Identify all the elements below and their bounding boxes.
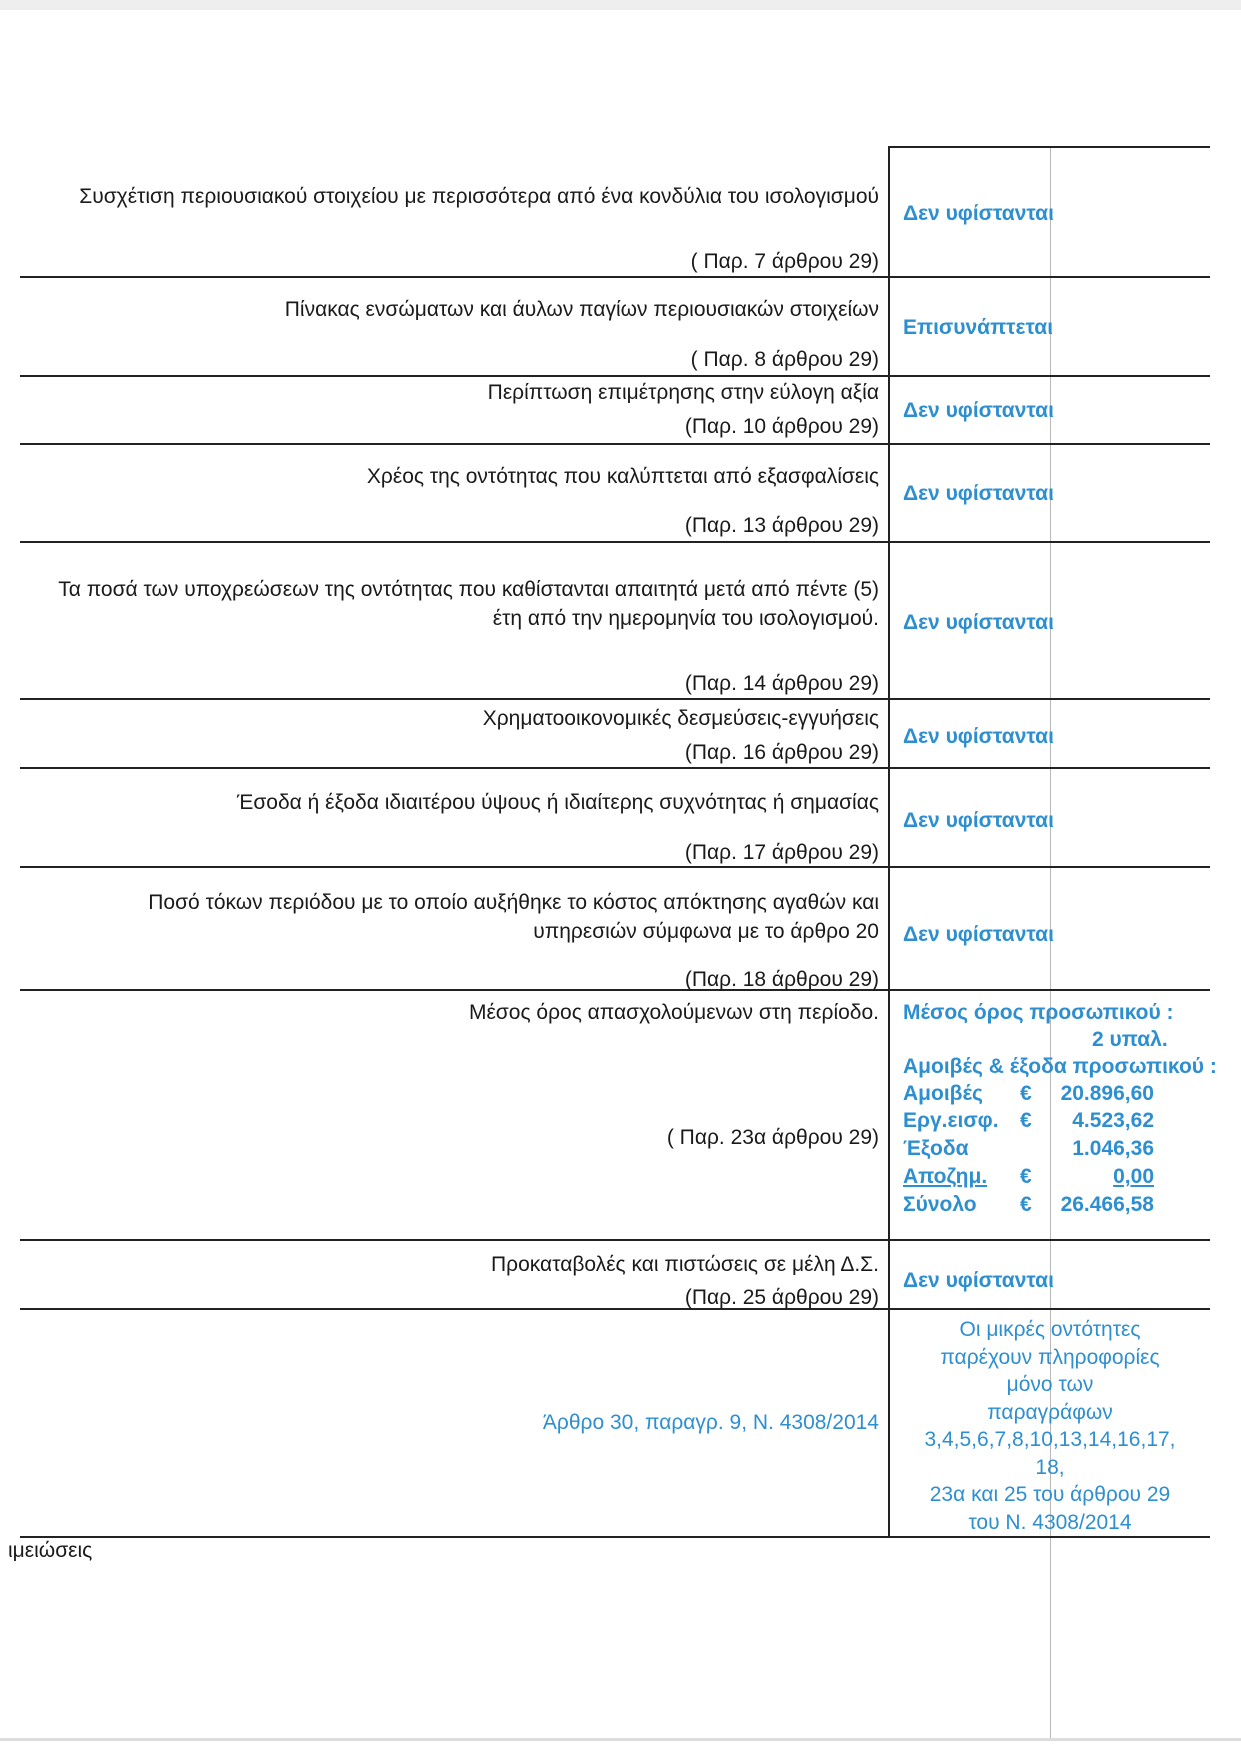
row-reference: (Παρ. 17 άρθρου 29) [684, 841, 879, 864]
row-label: Μέσος όρος απασχολούμενων στη περίοδο. [468, 1001, 879, 1024]
small-entities-note [890, 1316, 1210, 1536]
row-status: Δεν υφίστανται [903, 809, 1054, 832]
row-divider [20, 989, 1210, 991]
row-label: Συσχέτιση περιουσιακού στοιχείου με περισσότερα από ένα κονδύλια του ισολογισμού [79, 185, 879, 208]
row-label: Χρέος της οντότητας που καλύπτεται από εξασφαλίσεις [366, 465, 879, 488]
staff-line-label: Εργ.εισφ. [903, 1109, 999, 1132]
scan-bottom-edge [0, 1738, 1241, 1741]
staff-average-label: Μέσος όρος προσωπικού : [903, 1001, 1174, 1024]
row-label-line: υπηρεσιών σύμφωνα με το άρθρο 20 [533, 920, 879, 943]
row-divider [20, 276, 1210, 278]
staff-line-currency: € [1020, 1082, 1032, 1105]
row-divider [20, 1308, 1210, 1310]
staff-line-value: 4.523,62 [1072, 1109, 1154, 1132]
staff-line-label: Αποζημ. [903, 1165, 988, 1188]
note-line: παραγράφων [987, 1400, 1113, 1424]
row-divider [20, 443, 1210, 445]
law-reference: Άρθρο 30, παραγρ. 9, Ν. 4308/2014 [542, 1411, 879, 1434]
row-status: Δεν υφίστανται [903, 482, 1054, 505]
row-reference: (Παρ. 14 άρθρου 29) [684, 672, 879, 695]
row-status: Δεν υφίστανται [903, 399, 1054, 422]
row-reference: ( Παρ. 7 άρθρου 29) [690, 250, 879, 273]
row-label-line: έτη από την ημερομηνία του ισολογισμού. [492, 607, 879, 630]
footer-fragment: ιμειώσεις [8, 1539, 93, 1562]
row-label: Χρηματοοικονομικές δεσμεύσεις-εγγυήσεις [482, 707, 879, 730]
staff-line-value: 20.896,60 [1060, 1082, 1154, 1105]
row-reference: (Παρ. 16 άρθρου 29) [684, 741, 879, 764]
row-label: Προκαταβολές και πιστώσεις σε μέλη Δ.Σ. [491, 1253, 879, 1276]
row-reference: ( Παρ. 8 άρθρου 29) [690, 348, 879, 371]
staff-line-value: 1.046,36 [1072, 1137, 1154, 1160]
row-reference: (Παρ. 10 άρθρου 29) [684, 415, 879, 438]
row-divider [20, 698, 1210, 700]
row-divider [20, 541, 1210, 543]
row-label-line: Τα ποσά των υποχρεώσεων της οντότητας που καθίστανται απαιτητά μετά από πέντε (5) [58, 578, 879, 601]
row-reference: (Παρ. 18 άρθρου 29) [684, 968, 879, 991]
staff-line-label: Έξοδα [903, 1137, 969, 1160]
staff-line-label: Αμοιβές [903, 1082, 983, 1105]
row-status: Δεν υφίστανται [903, 611, 1054, 634]
staff-line-currency: € [1020, 1109, 1032, 1132]
staff-average-value: 2 υπαλ. [1092, 1028, 1168, 1051]
note-line: του Ν. 4308/2014 [968, 1510, 1132, 1534]
row-status: Επισυνάπτεται [903, 316, 1054, 339]
row-status: Δεν υφίστανται [903, 1269, 1054, 1292]
staff-line-value: 26.466,58 [1060, 1193, 1154, 1216]
row-reference: ( Παρ. 23α άρθρου 29) [666, 1126, 879, 1149]
staff-line-currency: € [1020, 1193, 1032, 1216]
note-line: παρέχουν πληροφορίες [940, 1345, 1160, 1369]
staff-line-label: Σύνολο [903, 1193, 977, 1216]
row-label: Περίπτωση επιμέτρησης στην εύλογη αξία [487, 381, 879, 404]
staff-costs-title: Αμοιβές & έξοδα προσωπικού : [903, 1055, 1217, 1078]
note-line: 3,4,5,6,7,8,10,13,14,16,17, [924, 1428, 1176, 1451]
row-status: Δεν υφίστανται [903, 725, 1054, 748]
staff-line-currency: € [1020, 1165, 1032, 1188]
note-line: 23α και 25 του άρθρου 29 [929, 1483, 1171, 1506]
note-line: μόνο των [1006, 1373, 1094, 1396]
row-divider [20, 1239, 1210, 1241]
row-label: Έσοδα ή έξοδα ιδιαιτέρου ύψους ή ιδιαίτερης συχνότητας ή σημασίας [236, 791, 879, 814]
row-divider [20, 866, 1210, 868]
row-reference: (Παρ. 13 άρθρου 29) [684, 514, 879, 537]
row-divider [20, 375, 1210, 377]
row-divider [20, 767, 1210, 769]
note-line: Οι μικρές οντότητες [959, 1318, 1141, 1341]
row-reference: (Παρ. 25 άρθρου 29) [684, 1286, 879, 1309]
row-status: Δεν υφίστανται [903, 202, 1054, 225]
note-line: 18, [1035, 1455, 1065, 1479]
scan-top-edge [0, 0, 1241, 10]
staff-line-value: 0,00 [1113, 1165, 1154, 1188]
row-status: Δεν υφίστανται [903, 923, 1054, 946]
table-bottom-border [20, 1536, 1210, 1538]
table-top-border [888, 146, 1210, 148]
row-label-line: Ποσό τόκων περιόδου με το οποίο αυξήθηκε το κόστος απόκτησης αγαθών και [148, 891, 879, 914]
row-label: Πίνακας ενσώματων και άυλων παγίων περιουσιακών στοιχείων [284, 298, 879, 321]
